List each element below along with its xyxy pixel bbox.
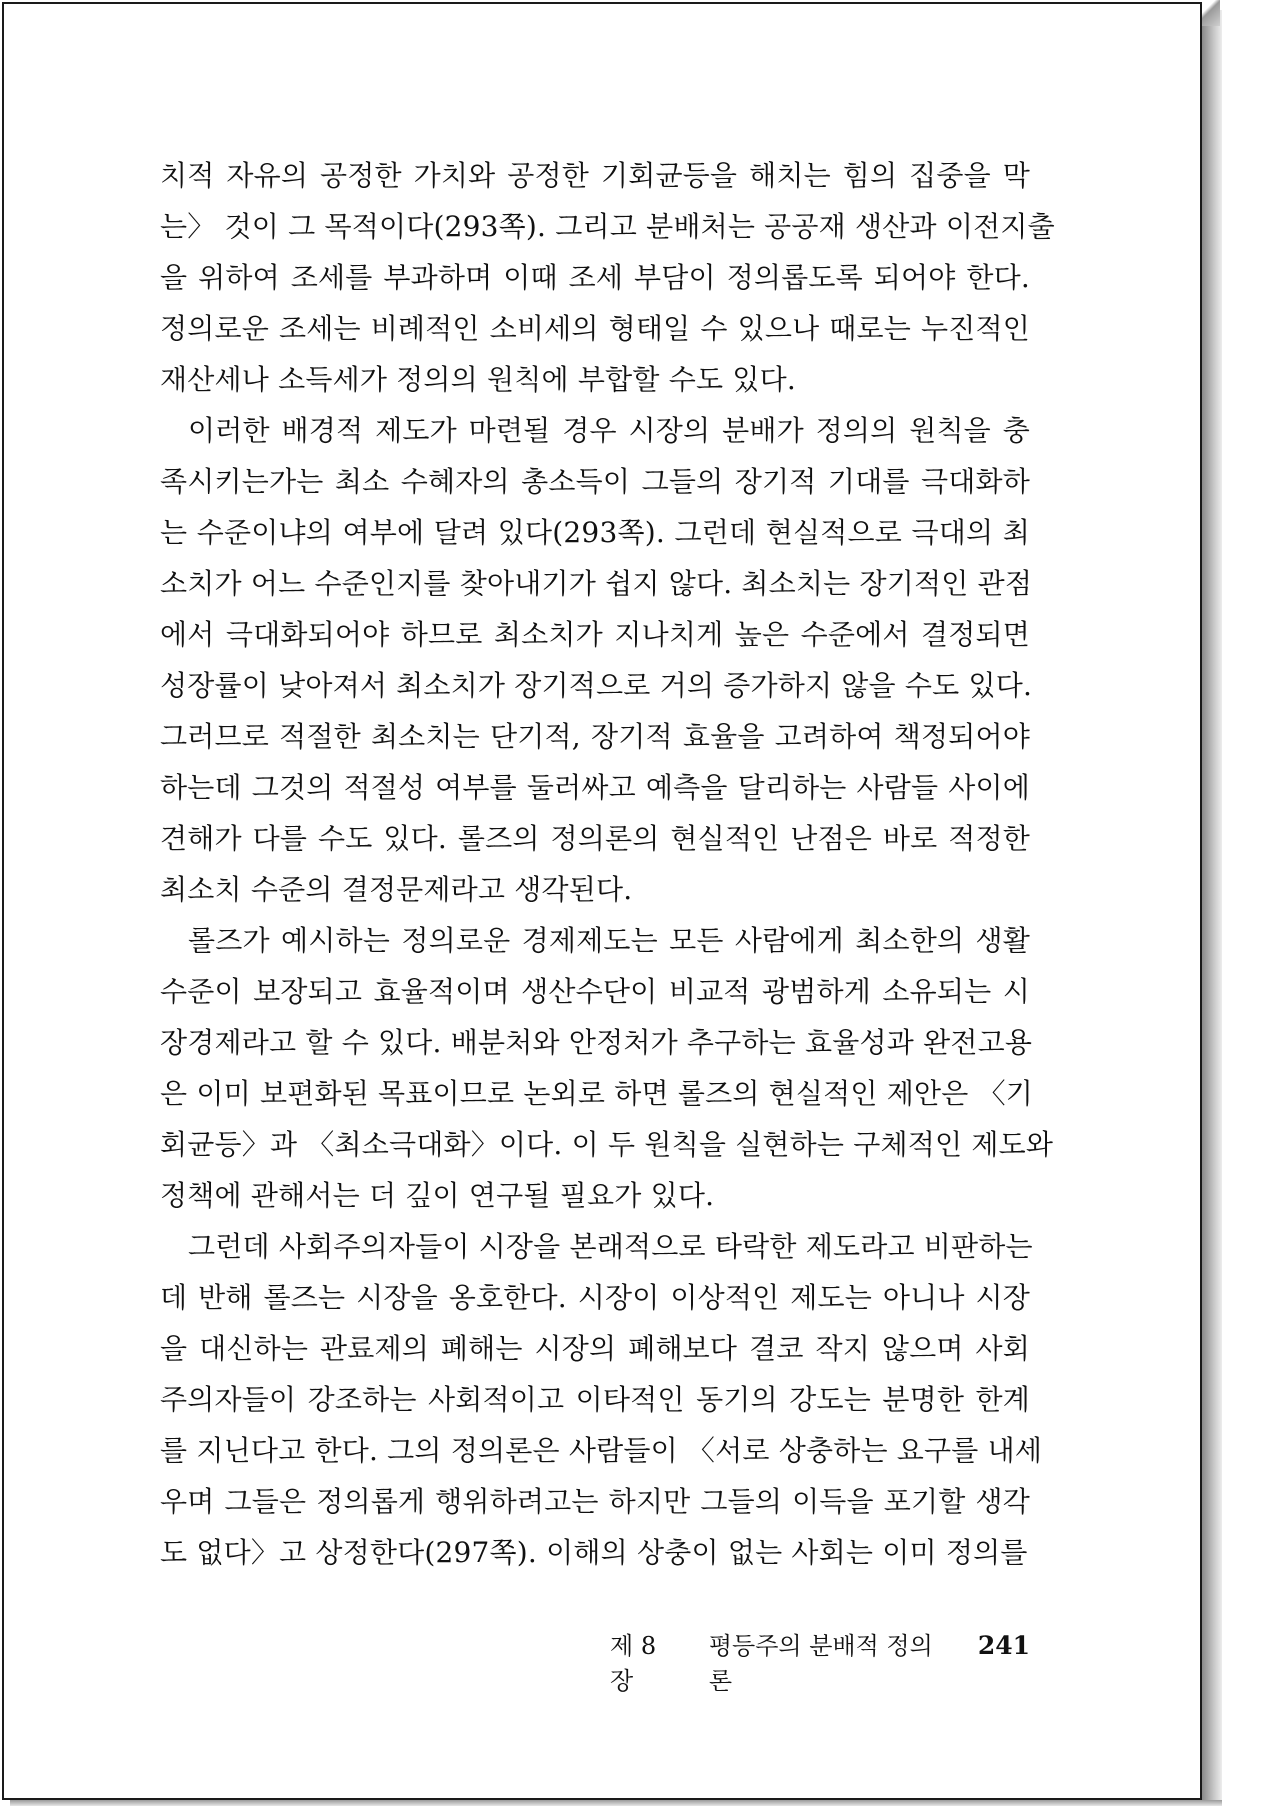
text-line: 를 지닌다고 한다. 그의 정의론은 사람들이 〈서로 상충하는 요구를 내세	[160, 1434, 1043, 1467]
text-line: 롤즈가 예시하는 정의로운 경제제도는 모든 사람에게 최소한의 생활	[188, 924, 1030, 957]
text-line: 수준이 보장되고 효율적이며 생산수단이 비교적 광범하게 소유되는 시	[160, 975, 1030, 1008]
text-line: 회균등〉과 〈최소극대화〉이다. 이 두 원칙을 실현하는 구체적인 제도와	[160, 1128, 1054, 1161]
text-line: 을 위하여 조세를 부과하며 이때 조세 부담이 정의롭도록 되어야 한다.	[160, 261, 1030, 294]
text-line: 최소치 수준의 결정문제라고 생각된다.	[160, 873, 633, 906]
text-line: 치적 자유의 공정한 가치와 공정한 기회균등을 해치는 힘의 집중을 막	[160, 159, 1030, 192]
text-line: 정의로운 조세는 비례적인 소비세의 형태일 수 있으나 때로는 누진적인	[160, 312, 1030, 345]
text-line: 이러한 배경적 제도가 마련될 경우 시장의 분배가 정의의 원칙을 충	[188, 414, 1030, 447]
text-line: 견해가 다를 수도 있다. 롤즈의 정의론의 현실적인 난점은 바로 적정한	[160, 822, 1030, 855]
text-line: 장경제라고 할 수 있다. 배분처와 안정처가 추구하는 효율성과 완전고용	[160, 1026, 1033, 1059]
text-line: 소치가 어느 수준인지를 찾아내기가 쉽지 않다. 최소치는 장기적인 관점	[160, 567, 1033, 600]
text-line: 은 이미 보편화된 목표이므로 논외로 하면 롤즈의 현실적인 제안은 〈기	[160, 1077, 1034, 1110]
text-line: 을 대신하는 관료제의 폐해는 시장의 폐해보다 결코 작지 않으며 사회	[160, 1332, 1030, 1365]
text-line: 에서 극대화되어야 하므로 최소치가 지나치게 높은 수준에서 결정되면	[160, 618, 1030, 651]
text-line: 우며 그들은 정의롭게 행위하려고는 하지만 그들의 이득을 포기할 생각	[160, 1485, 1030, 1518]
text-line: 재산세나 소득세가 정의의 원칙에 부합할 수도 있다.	[160, 363, 796, 396]
page-bottom-edge	[10, 1800, 1222, 1806]
footer-chapter-title: 평등주의 분배적 정의론	[708, 1632, 933, 1695]
page-edge-shadow	[1202, 10, 1222, 1800]
text-line: 성장률이 낮아져서 최소치가 장기적으로 거의 증가하지 않을 수도 있다.	[160, 669, 1033, 702]
text-line: 그런데 사회주의자들이 시장을 본래적으로 타락한 제도라고 비판하는	[188, 1230, 1033, 1263]
text-line: 데 반해 롤즈는 시장을 옹호한다. 시장이 이상적인 제도는 아니나 시장	[160, 1281, 1030, 1314]
body-text	[160, 150, 1055, 1578]
text-line: 족시키는가는 최소 수혜자의 총소득이 그들의 장기적 기대를 극대화하	[160, 465, 1030, 498]
text-line: 도 없다〉고 상정한다(297쪽). 이해의 상충이 없는 사회는 이미 정의를	[160, 1536, 1028, 1569]
text-line: 하는데 그것의 적절성 여부를 둘러싸고 예측을 달리하는 사람들 사이에	[160, 771, 1030, 804]
text-line: 는〉 것이 그 목적이다(293쪽). 그리고 분배처는 공공재 생산과 이전지출	[160, 210, 1055, 243]
text-line: 그러므로 적절한 최소치는 단기적, 장기적 효율을 고려하여 책정되어야	[160, 720, 1030, 753]
text-line: 정책에 관해서는 더 깊이 연구될 필요가 있다.	[160, 1179, 715, 1212]
text-line: 주의자들이 강조하는 사회적이고 이타적인 동기의 강도는 분명한 한계	[160, 1383, 1030, 1416]
running-footer	[610, 1626, 1030, 1696]
text-line: 는 수준이냐의 여부에 달려 있다(293쪽). 그런데 현실적으로 극대의 최	[160, 516, 1030, 549]
page-number: 241	[977, 1631, 1030, 1660]
footer-chapter: 제 8 장	[610, 1632, 657, 1695]
